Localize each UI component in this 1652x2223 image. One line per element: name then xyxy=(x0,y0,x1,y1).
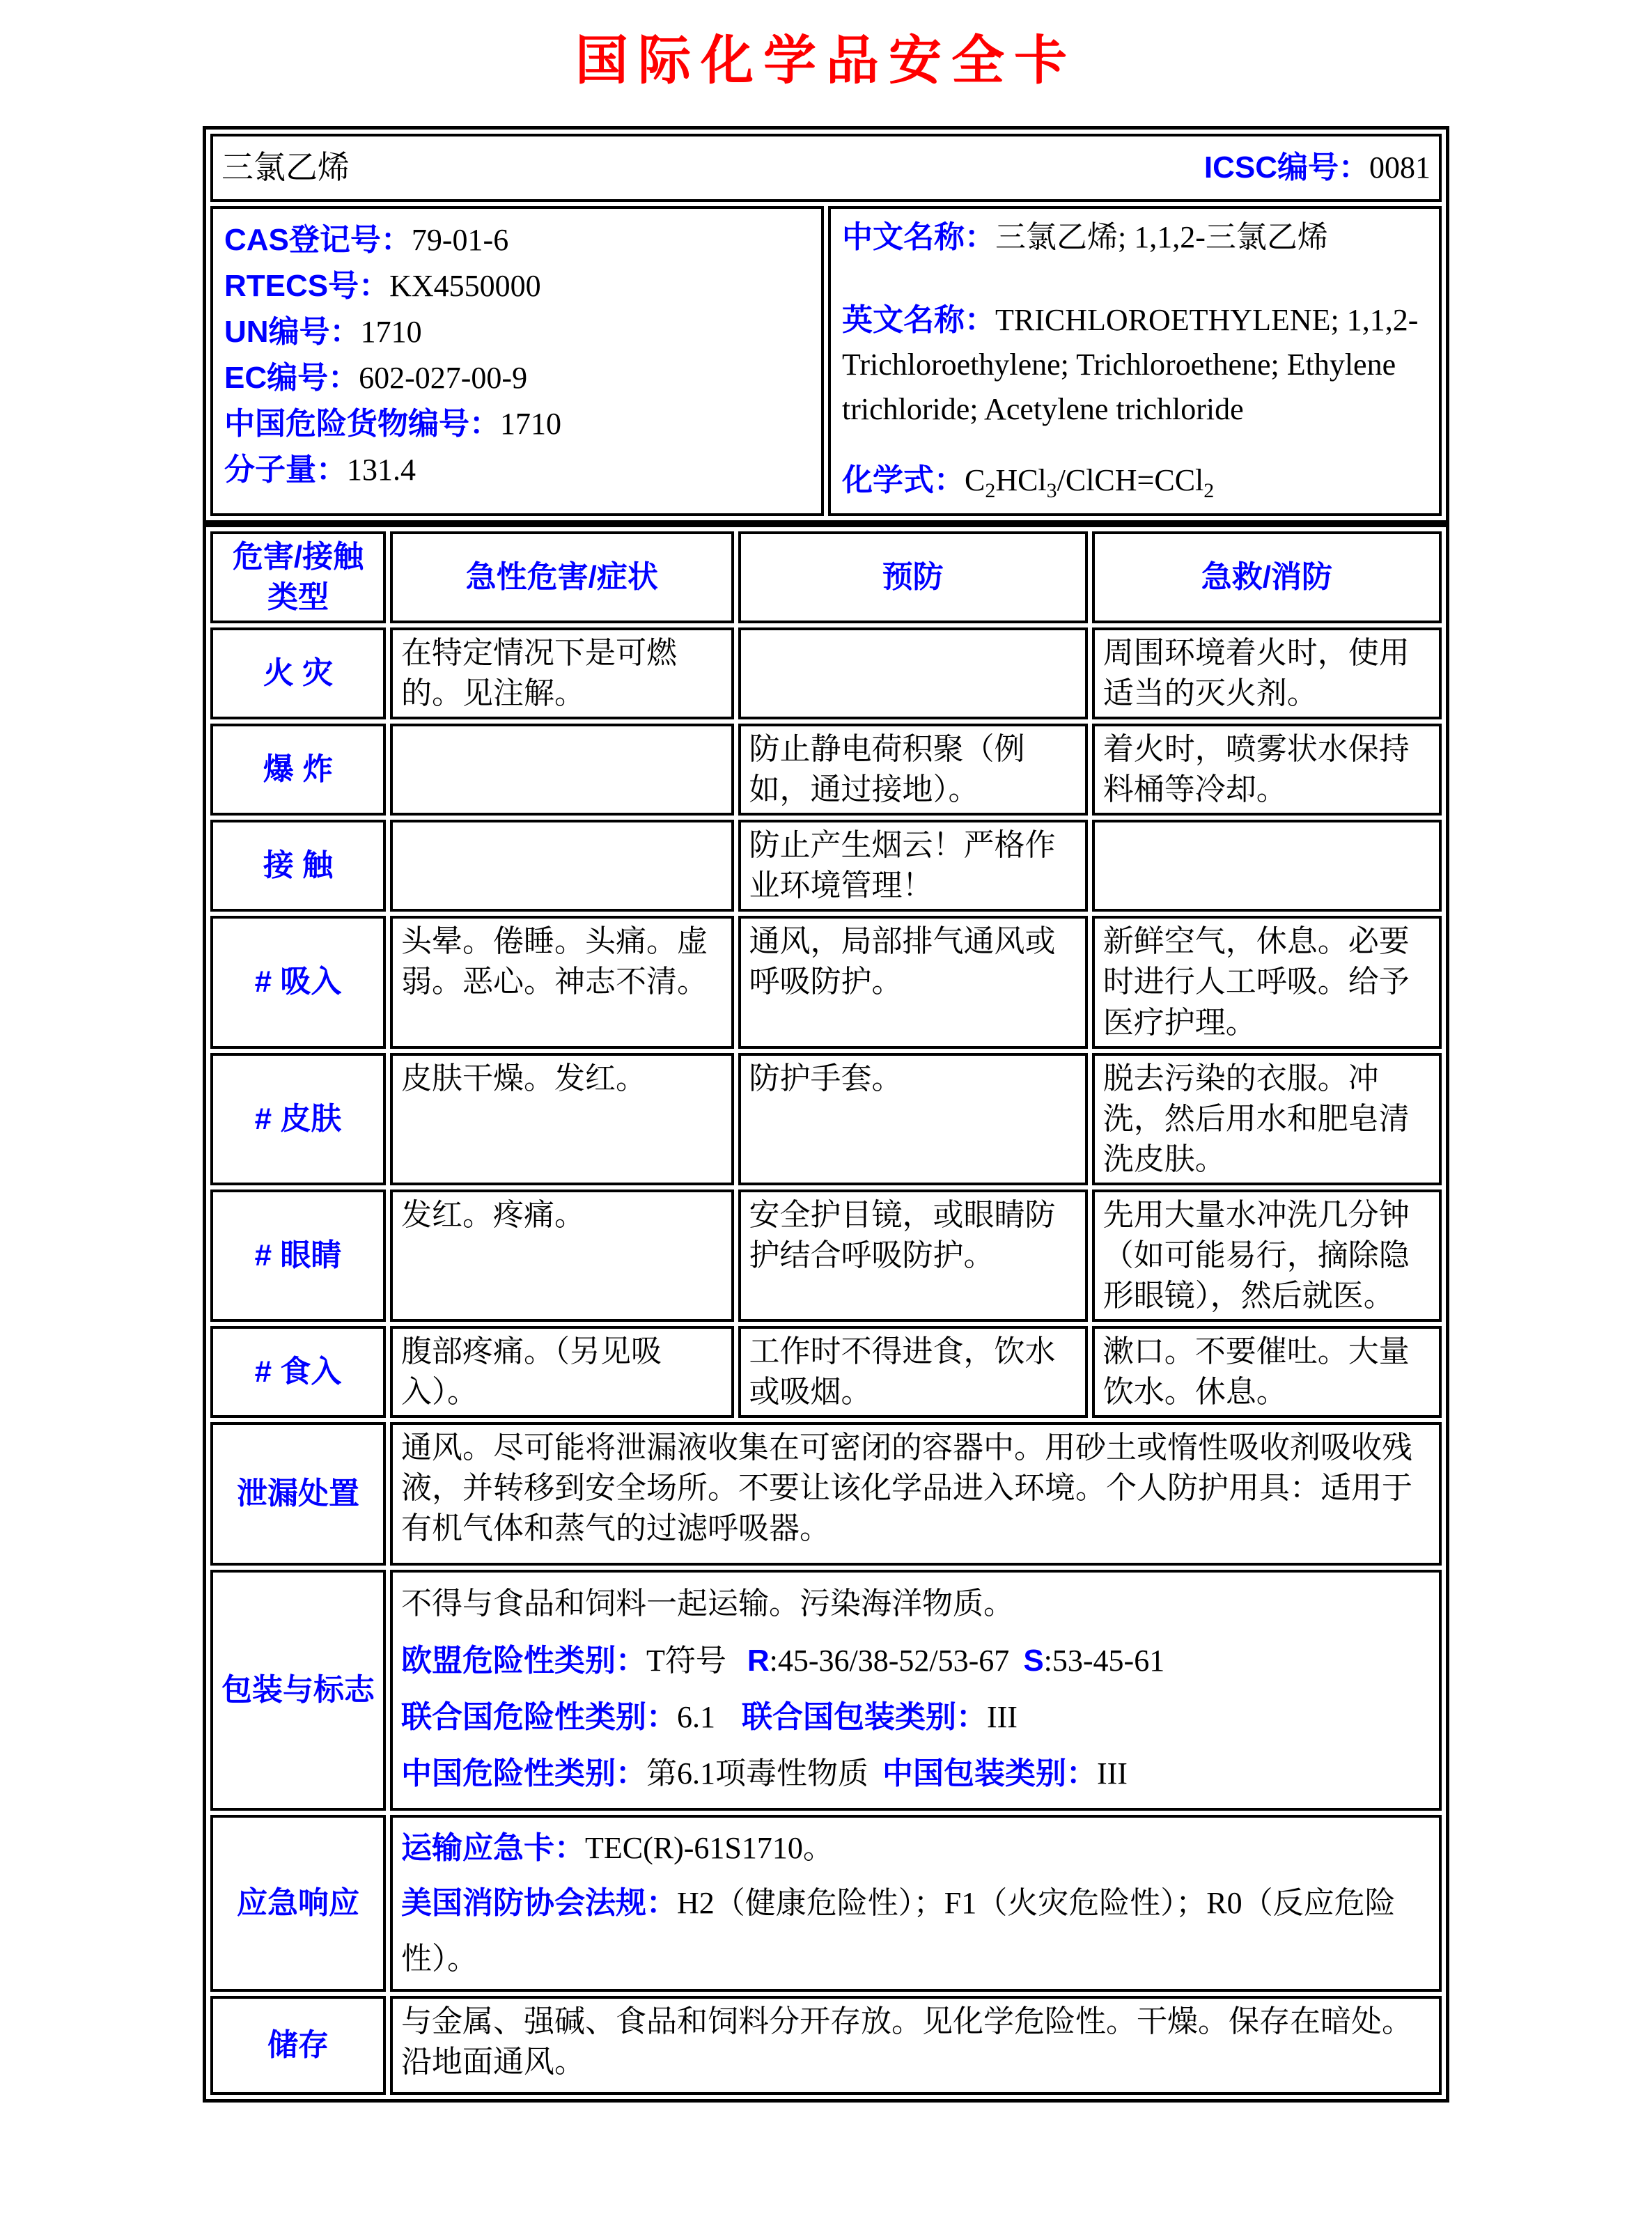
eyes-label: # 眼睛 xyxy=(210,1190,386,1322)
names-formula-cell xyxy=(828,206,1442,516)
fire-symptoms-cell: 在特定情况下是可燃的。见注解。 xyxy=(390,627,734,719)
inhalation-firstaid-cell: 新鲜空气，休息。必要时进行人工呼吸。给予医疗护理。 xyxy=(1092,916,1442,1048)
hazard-row-explosion xyxy=(210,724,1442,816)
cas-value: 79-01-6 xyxy=(411,223,509,257)
english-name-value: TRICHLOROETHYLENE; 1,1,2-Trichloroethylene; Trichloroethene; Ethylene trichloride; Acetylene trichloride xyxy=(842,303,1419,426)
spillage-text-cell: 通风。尽可能将泄漏液收集在可密闭的容器中。用砂土或惰性吸收剂吸收残液，并转移到安全场所。不要让该化学品进入环境。个人防护用具：适用于有机气体和蒸气的过滤呼吸器。 xyxy=(390,1422,1442,1566)
identification-row xyxy=(210,206,1442,516)
substance-name: 三氯乙烯 xyxy=(221,149,350,185)
header-symptoms-cell: 急性危害/症状 xyxy=(390,531,734,623)
hazard-row-contact xyxy=(210,820,1442,912)
un-number-line xyxy=(224,309,810,355)
icsc-number-group xyxy=(1204,148,1431,188)
un-class-label: 联合国危险性类别： xyxy=(401,1700,677,1735)
packaging-text-cell xyxy=(390,1570,1442,1811)
china-dg-label: 中国危险货物编号： xyxy=(224,407,500,441)
skin-firstaid-cell: 脱去污染的衣服。冲洗，然后用水和肥皂清洗皮肤。 xyxy=(1092,1053,1442,1185)
hazard-row-inhalation xyxy=(210,916,1442,1048)
formula-subscript: 3 xyxy=(1046,479,1057,503)
rtecs-label: RTECS号： xyxy=(224,269,390,303)
emergency-tec-line xyxy=(401,1820,1431,1875)
cn-class-label: 中国危险性类别： xyxy=(401,1756,646,1791)
ec-value: 602-027-00-9 xyxy=(359,361,528,395)
skin-label: # 皮肤 xyxy=(210,1053,386,1185)
chinese-name-value: 三氯乙烯; 1,1,2-三氯乙烯 xyxy=(995,220,1328,254)
hazard-row-storage xyxy=(210,1996,1442,2095)
hazard-row-fire xyxy=(210,627,1442,719)
cas-label: CAS登记号： xyxy=(224,223,412,257)
english-name-line xyxy=(842,298,1428,431)
fire-firstaid-cell: 周围环境着火时，使用适当的灭火剂。 xyxy=(1092,627,1442,719)
ingestion-firstaid-cell: 漱口。不要催吐。大量饮水。休息。 xyxy=(1092,1326,1442,1418)
formula-part: /ClCH=CCl xyxy=(1057,463,1204,498)
storage-text-cell: 与金属、强碱、食品和饲料分开存放。见化学危险性。干燥。保存在暗处。沿地面通风。 xyxy=(390,1996,1442,2095)
formula-part: C xyxy=(965,463,985,498)
un-pack-label: 联合国包装类别： xyxy=(742,1700,987,1735)
formula-subscript: 2 xyxy=(1203,479,1215,503)
chinese-name-label: 中文名称： xyxy=(842,220,995,254)
molecular-weight-value: 131.4 xyxy=(347,453,416,487)
header-hazard-type-line1: 危害/接触 xyxy=(232,539,364,574)
registry-numbers-cell xyxy=(210,206,824,516)
emergency-label: 应急响应 xyxy=(210,1815,386,1992)
hazard-table xyxy=(203,524,1449,2103)
ingestion-prevention-cell: 工作时不得进食，饮水或吸烟。 xyxy=(738,1326,1088,1418)
nfpa-value: H2（健康危险性）；F1（火灾危险性）；R0（反应危险性）。 xyxy=(401,1886,1396,1976)
inhalation-prevention-cell: 通风，局部排气通风或呼吸防护。 xyxy=(738,916,1088,1048)
inhalation-label: # 吸入 xyxy=(210,916,386,1048)
header-identification-table xyxy=(203,126,1449,524)
hazard-row-ingestion xyxy=(210,1326,1442,1418)
explosion-prevention-cell: 防止静电荷积聚（例如，通过接地）。 xyxy=(738,724,1088,816)
hazard-row-skin xyxy=(210,1053,1442,1185)
china-dg-number-line xyxy=(224,401,810,447)
tec-card-label: 运输应急卡： xyxy=(401,1831,585,1866)
chemical-formula-label: 化学式： xyxy=(842,463,965,498)
packaging-label: 包装与标志 xyxy=(210,1570,386,1811)
packaging-eu-line xyxy=(401,1632,1431,1689)
english-name-label: 英文名称： xyxy=(842,303,995,338)
nfpa-label: 美国消防协会法规： xyxy=(401,1886,677,1921)
page-title: 国际化学品安全卡 xyxy=(575,31,1077,91)
eu-class-value: T符号 xyxy=(646,1643,726,1678)
spillage-label: 泄漏处置 xyxy=(210,1422,386,1566)
chemical-formula-value xyxy=(965,463,1215,503)
explosion-symptoms-cell xyxy=(390,724,734,816)
fire-label: 火 灾 xyxy=(210,627,386,719)
emergency-nfpa-line xyxy=(401,1875,1431,1986)
ec-label: EC编号： xyxy=(224,361,359,395)
un-value: 1710 xyxy=(360,315,422,349)
hazard-row-packaging xyxy=(210,1570,1442,1811)
china-dg-value: 1710 xyxy=(500,407,561,441)
cas-number-line xyxy=(224,217,810,263)
s-phrases-label: S xyxy=(1023,1643,1044,1678)
hazard-header-row xyxy=(210,531,1442,623)
emergency-text-cell xyxy=(390,1815,1442,1992)
substance-header-row xyxy=(210,134,1442,202)
explosion-label: 爆 炸 xyxy=(210,724,386,816)
rtecs-number-line xyxy=(224,263,810,309)
eyes-prevention-cell: 安全护目镜，或眼睛防护结合呼吸防护。 xyxy=(738,1190,1088,1322)
header-prevention-cell: 预防 xyxy=(738,531,1088,623)
ec-number-line xyxy=(224,355,810,401)
cn-pack-value: III xyxy=(1097,1756,1128,1791)
header-firstaid-cell: 急救/消防 xyxy=(1092,531,1442,623)
ingestion-label: # 食入 xyxy=(210,1326,386,1418)
skin-symptoms-cell: 皮肤干燥。发红。 xyxy=(390,1053,734,1185)
packaging-transport-line: 不得与食品和饲料一起运输。污染海洋物质。 xyxy=(401,1586,1014,1621)
icsc-number-label: ICSC编号： xyxy=(1203,150,1369,185)
substance-header-cell xyxy=(210,134,1442,202)
inhalation-symptoms-cell: 头晕。倦睡。头痛。虚弱。恶心。神志不清。 xyxy=(390,916,734,1048)
ingestion-symptoms-cell: 腹部疼痛。（另见吸入）。 xyxy=(390,1326,734,1418)
r-phrases-label: R xyxy=(747,1643,770,1678)
un-class-value: 6.1 xyxy=(677,1700,715,1735)
header-hazard-type-cell xyxy=(210,531,386,623)
chinese-name-line xyxy=(842,217,1428,258)
packaging-cn-line xyxy=(401,1745,1431,1802)
storage-label: 储存 xyxy=(210,1996,386,2095)
contact-prevention-cell: 防止产生烟云！严格作业环境管理！ xyxy=(738,820,1088,912)
molecular-weight-line xyxy=(224,447,810,493)
formula-part: HCl xyxy=(995,463,1047,498)
icsc-number-value: 0081 xyxy=(1369,150,1431,185)
substance-header-flex xyxy=(221,147,1431,189)
contact-label: 接 触 xyxy=(210,820,386,912)
molecular-weight-label: 分子量： xyxy=(224,453,347,487)
header-hazard-type-line2: 类型 xyxy=(267,579,329,614)
cn-class-value: 第6.1项毒性物质 xyxy=(646,1756,868,1791)
formula-subscript: 2 xyxy=(985,479,996,503)
un-label: UN编号： xyxy=(224,315,361,349)
chemical-formula-line xyxy=(842,460,1428,504)
hazard-row-emergency xyxy=(210,1815,1442,1992)
rtecs-value: KX4550000 xyxy=(389,269,541,303)
eyes-symptoms-cell: 发红。疼痛。 xyxy=(390,1190,734,1322)
skin-prevention-cell: 防护手套。 xyxy=(738,1053,1088,1185)
r-phrases-value: :45-36/38-52/53-67 xyxy=(769,1643,1010,1678)
eyes-firstaid-cell: 先用大量水冲洗几分钟（如可能易行，摘除隐形眼镜），然后就医。 xyxy=(1092,1190,1442,1322)
tec-card-value: TEC(R)-61S1710。 xyxy=(585,1831,834,1866)
contact-symptoms-cell xyxy=(390,820,734,912)
cn-pack-label: 中国包装类别： xyxy=(882,1756,1097,1791)
packaging-un-line xyxy=(401,1689,1431,1745)
hazard-row-eyes xyxy=(210,1190,1442,1322)
eu-class-label: 欧盟危险性类别： xyxy=(401,1643,646,1678)
hazard-row-spillage xyxy=(210,1422,1442,1566)
un-pack-value: III xyxy=(987,1700,1018,1735)
contact-firstaid-cell xyxy=(1092,820,1442,912)
s-phrases-value: :53-45-61 xyxy=(1043,1643,1165,1678)
fire-prevention-cell xyxy=(738,627,1088,719)
explosion-firstaid-cell: 着火时，喷雾状水保持料桶等冷却。 xyxy=(1092,724,1442,816)
